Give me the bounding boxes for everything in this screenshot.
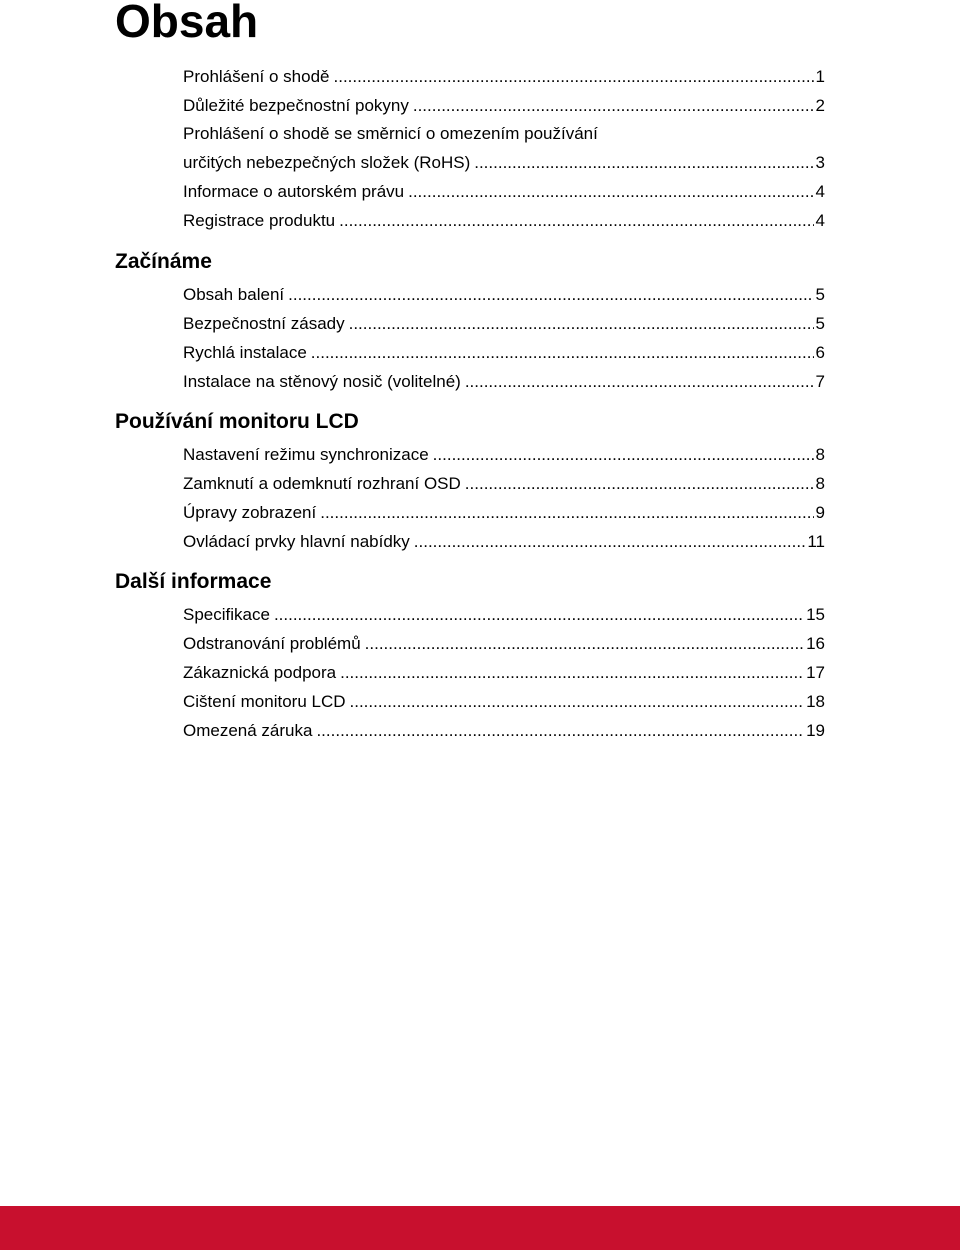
toc-entry-page: 6 [815,343,825,362]
toc-entry-page: 4 [815,182,825,201]
toc-entry-page: 17 [806,663,825,682]
dot-leader [288,286,813,303]
toc-entry-page: 2 [815,96,825,115]
toc-entry[interactable] [183,475,825,492]
dot-leader [320,504,813,521]
toc-entry[interactable] [183,97,825,114]
toc-entry[interactable] [183,68,825,85]
toc-entry-title: Úpravy zobrazení [183,503,317,522]
toc-entry[interactable] [183,504,825,521]
dot-leader [340,664,804,681]
toc-entry[interactable] [183,315,825,332]
dot-leader [433,446,814,463]
toc-entry-title: Rychlá instalace [183,343,307,362]
dot-leader [316,722,804,739]
toc-entry[interactable] [183,664,825,681]
toc-entry-title: Specifikace [183,605,270,624]
toc-entry[interactable] [183,183,825,200]
toc-entry-title: Zamknutí a odemknutí rozhraní OSD [183,474,461,493]
toc-entry[interactable] [183,606,825,623]
toc-entry-title-line1: Prohlášení o shodě se směrnicí o omezením používání [183,124,598,143]
toc-entry-title: Obsah balení [183,285,285,304]
toc-entry-title: Odstranování problémů [183,634,361,653]
toc-entry[interactable] [183,344,825,361]
dot-leader [465,475,814,492]
toc-entry[interactable] [183,286,825,303]
dot-leader [474,154,813,171]
toc-entry-page: 4 [815,211,825,230]
toc-entry-page: 5 [815,285,825,304]
dot-leader [414,533,806,550]
toc-entry-title: Zákaznická podpora [183,663,337,682]
dot-leader [365,635,804,652]
dot-leader [334,68,814,85]
toc-entry-title: Ovládací prvky hlavní nabídky [183,532,410,551]
section-heading: Další informace [115,570,272,593]
footer-accent-bar [0,1206,960,1250]
toc-entry[interactable] [183,212,825,229]
dot-leader [413,97,814,114]
toc-entry-page: 8 [815,474,825,493]
toc-entry-title: určitých nebezpečných složek (RoHS) [183,153,471,172]
dot-leader [339,212,813,229]
toc-entry-page: 16 [806,634,825,653]
toc-entry-page: 15 [806,605,825,624]
toc-entry-title: Informace o autorském právu [183,182,405,201]
toc-entry[interactable] [183,693,825,710]
toc-entry-title: Důležité bezpečnostní pokyny [183,96,409,115]
toc-entry[interactable] [183,533,825,550]
dot-leader [465,373,814,390]
toc-entry-page: 1 [815,67,825,86]
toc-entry-page: 11 [807,532,825,551]
toc-entry-page: 7 [815,372,825,391]
dot-leader [408,183,813,200]
toc-entry[interactable] [183,373,825,390]
toc-entry[interactable] [183,154,825,171]
toc-entry-page: 19 [806,721,825,740]
toc-entry[interactable] [183,446,825,463]
dot-leader [350,693,805,710]
dot-leader [349,315,814,332]
toc-entry-title: Bezpečnostní zásady [183,314,345,333]
toc-entry-page: 8 [815,445,825,464]
toc-entry-title: Instalace na stěnový nosič (volitelné) [183,372,461,391]
dot-leader [311,344,814,361]
toc-entry[interactable] [183,722,825,739]
dot-leader [274,606,804,623]
section-heading: Začínáme [115,250,212,273]
toc-entry-page: 9 [815,503,825,522]
toc-entry-title: Cištení monitoru LCD [183,692,346,711]
toc-entry[interactable] [183,635,825,652]
toc-entry-title: Registrace produktu [183,211,336,230]
toc-entry-title: Nastavení režimu synchronizace [183,445,429,464]
toc-entry-page: 18 [806,692,825,711]
toc-entry-title: Omezená záruka [183,721,313,740]
toc-entry-title: Prohlášení o shodě [183,67,330,86]
section-heading: Používání monitoru LCD [115,410,359,433]
page-title: Obsah [115,0,259,47]
toc-entry-page: 5 [815,314,825,333]
toc-entry-line1[interactable] [183,125,825,142]
toc-entry-page: 3 [815,153,825,172]
